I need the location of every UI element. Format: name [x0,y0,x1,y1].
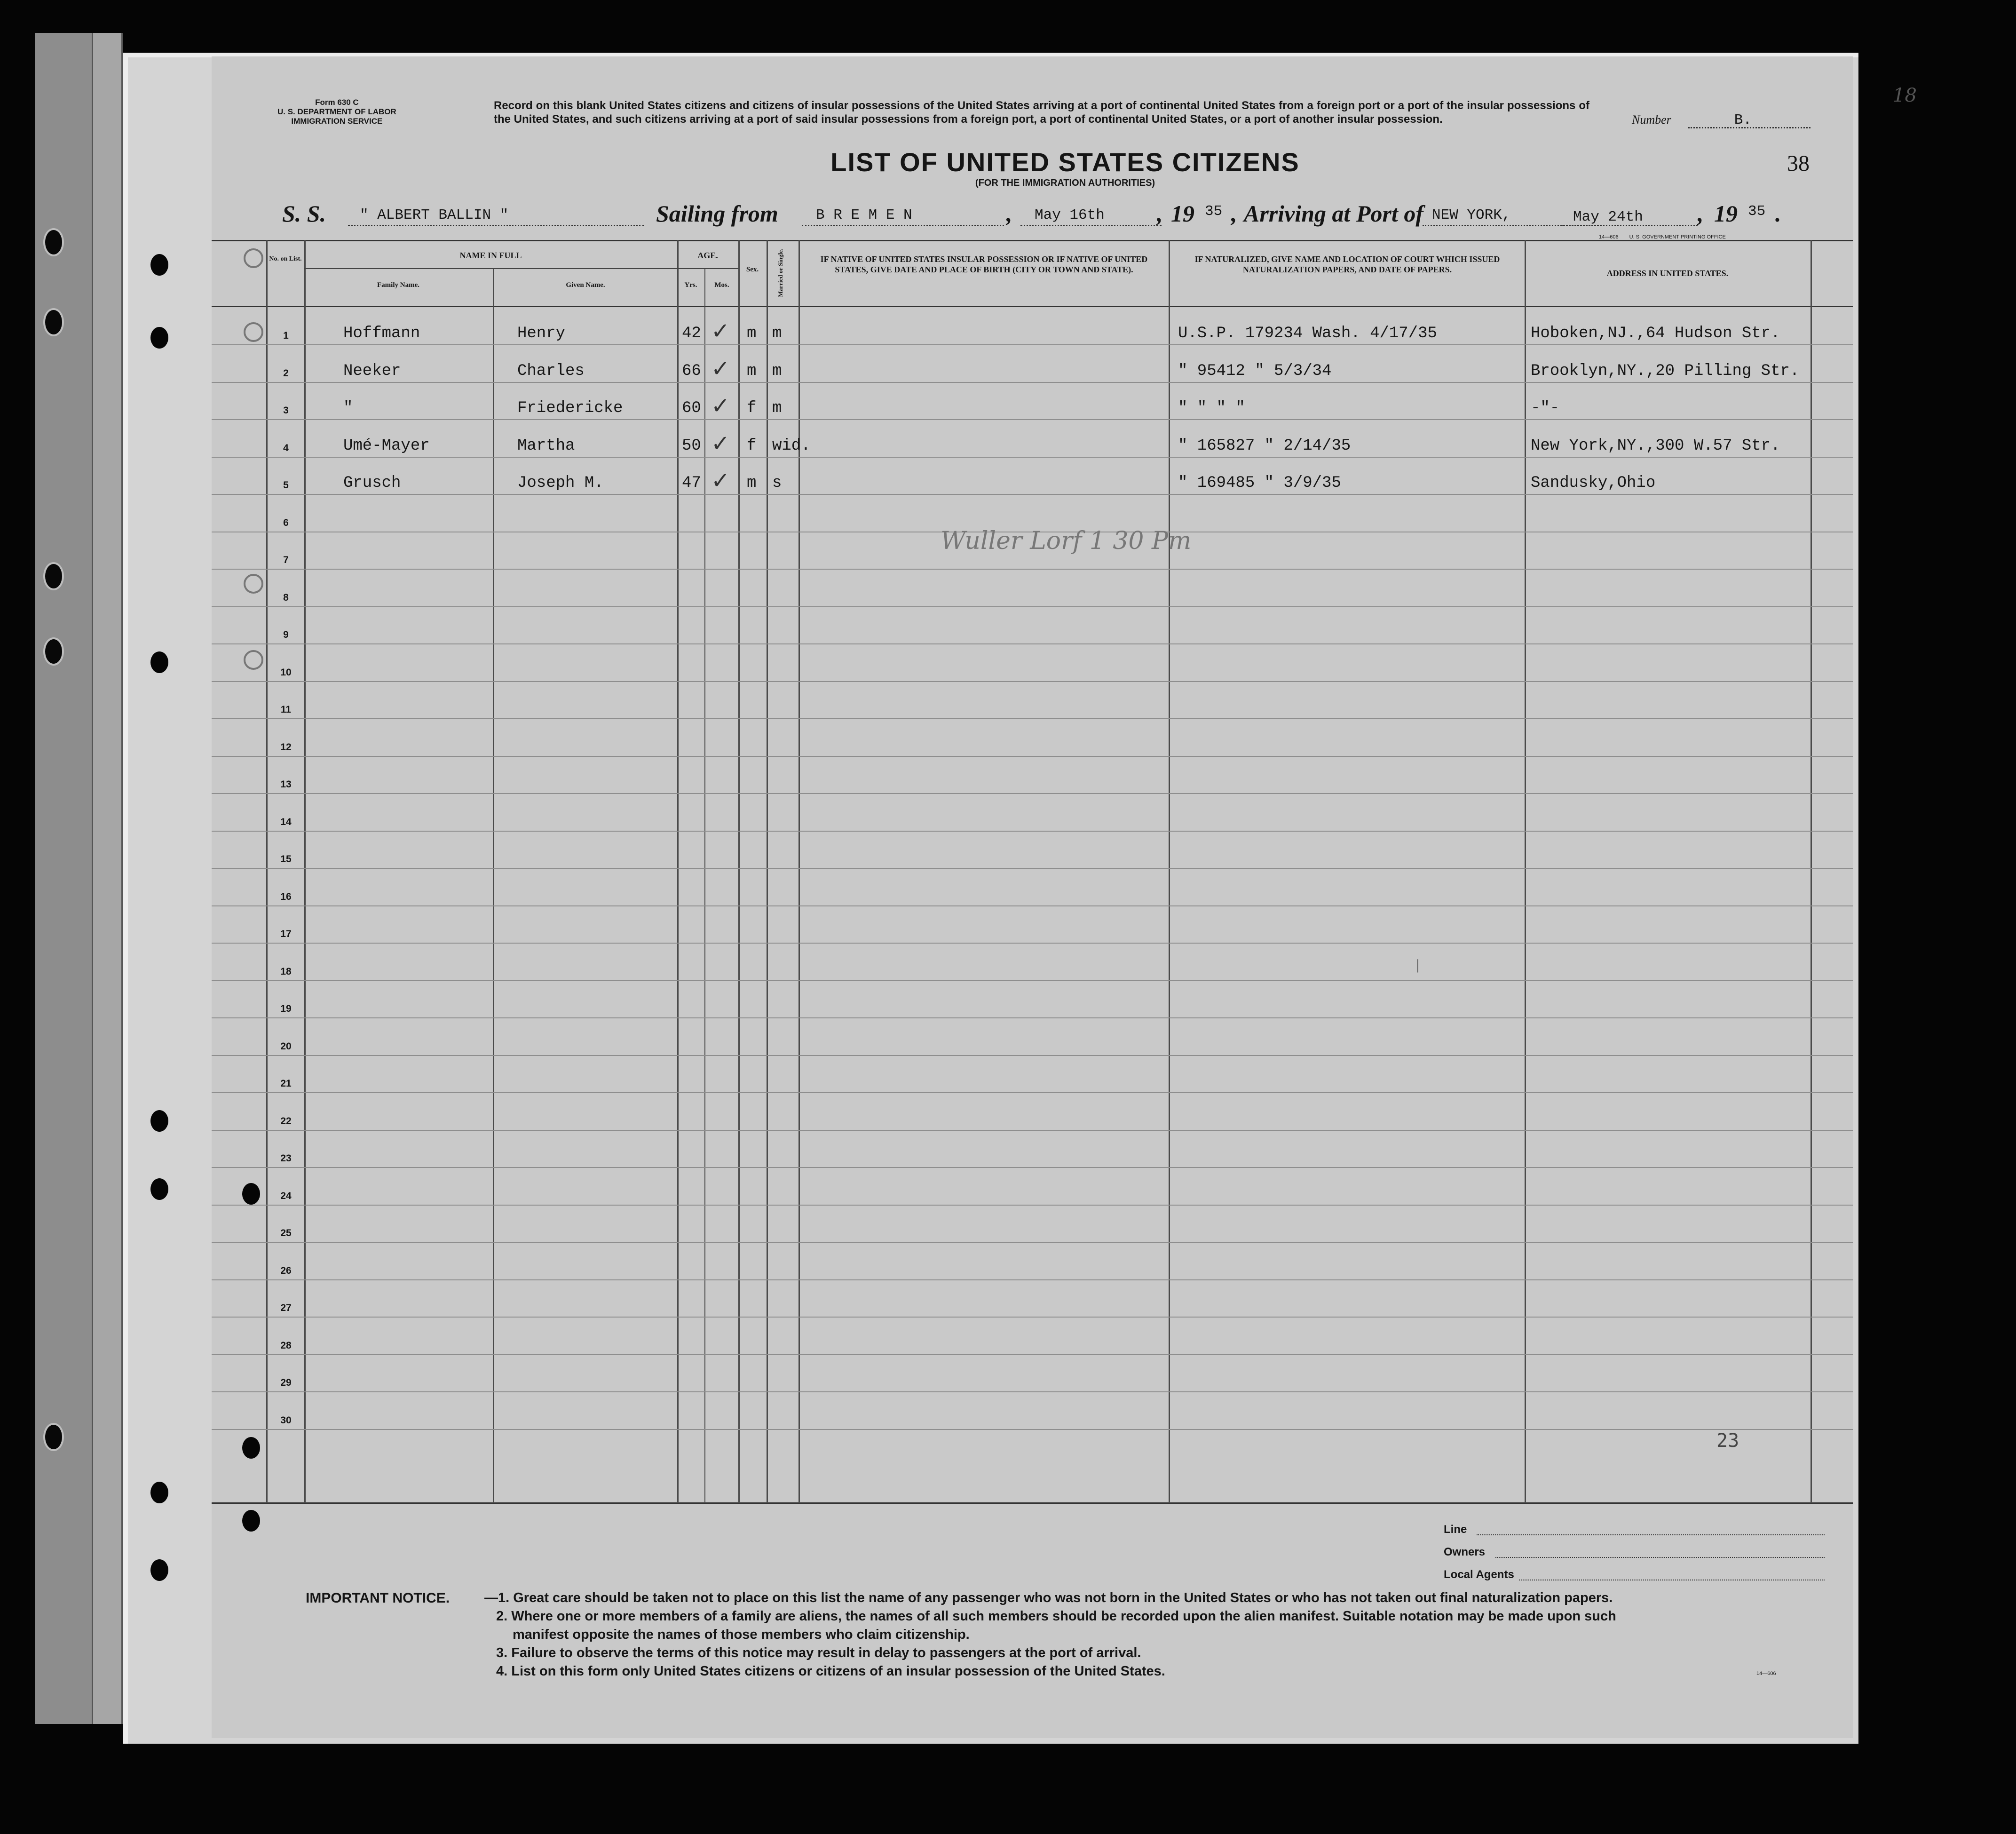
punch-ring [244,248,263,268]
punch-hole [150,1482,168,1503]
row-number: 20 [280,1041,292,1052]
header-native: IF NATIVE OF UNITED STATES INSULAR POSSESSION OR IF NATIVE OF UNITED STATES, GIVE DATE AND PLACE OF BIRTH (CITY OR TOWN AND STATE). [820,254,1148,274]
notice-heading: IMPORTANT NOTICE. [306,1590,450,1606]
row-number: 22 [280,1116,292,1127]
punch-hole [242,1183,260,1205]
notice-1: —1. Great care should be taken not to place on this list the name of any passenger who was not born in the United States or who has not taken out final naturalization papers. [484,1590,1613,1605]
married-cell: s [772,474,782,492]
row-number: 9 [283,629,289,640]
row-number: 25 [280,1228,292,1239]
family-name-cell: Umé-Mayer [343,437,430,455]
punch-hole [150,651,168,673]
check-mark-icon: ✓ [711,430,730,457]
form-number: Form 630 C [315,98,359,107]
header-mos: Mos. [714,281,729,289]
married-cell: m [772,362,782,380]
notice-2: 2. Where one or more members of a family are aliens, the names of all such members should be recorded upon the alien manifest. Suitable notation may be made upon such [496,1609,1616,1624]
given-name-cell: Friedericke [517,399,623,417]
depart-year-prefix: 19 [1171,200,1194,227]
row-number: 17 [280,929,292,939]
header-print-office: U. S. GOVERNMENT PRINTING OFFICE [1629,234,1726,240]
footer-print-code: 14—606 [1756,1671,1776,1676]
col-divider [266,240,268,1503]
number-value: B. [1734,112,1752,128]
arrive-date: May 24th [1573,209,1643,225]
row-number: 10 [280,667,292,678]
binder-hole [43,308,64,336]
arriving-label: Arriving at Port of [1244,200,1423,227]
punch-ring [244,574,263,594]
row-rule [212,905,1853,906]
header-print-code [1599,234,1726,240]
row-rule [212,1354,1853,1355]
punch-hole [242,1437,260,1459]
agents-label: Local Agents [1444,1568,1514,1581]
ship-name: " ALBERT BALLIN " [360,207,509,223]
form-id-block [277,98,396,126]
naturalization-cell: U.S.P. 179234 Wash. 4/17/35 [1178,325,1437,342]
header-sex: Sex. [746,266,759,273]
pencil-note: Wuller Lorf 1 30 Pm [941,527,1192,555]
depart-date: May 16th [1035,207,1105,223]
row-rule [212,718,1853,719]
row-number: 15 [280,854,292,865]
punch-hole [150,327,168,349]
row-rule [212,1279,1853,1280]
port-from: B R E M E N [816,207,912,223]
line-label: Line [1444,1523,1467,1536]
row-number: 26 [280,1265,292,1276]
header-yrs: Yrs. [684,281,697,289]
row-rule [212,1017,1853,1018]
address-cell: -"- [1531,399,1560,417]
row-number: 23 [280,1153,292,1164]
age-cell: 66 [682,362,701,380]
naturalization-cell: " " " " [1178,399,1245,417]
age-cell: 50 [682,437,701,455]
row-rule [212,494,1853,495]
margin-mark: 18 [1893,85,1917,106]
row-number: 4 [283,443,289,453]
punch-hole [150,1178,168,1200]
address-cell: Hoboken,NJ.,64 Hudson Str. [1531,325,1780,342]
page-subtitle: (FOR THE IMMIGRATION AUTHORITIES) [975,178,1155,188]
given-name-cell: Charles [517,362,585,380]
port-to: NEW YORK, [1432,207,1511,223]
col-divider [798,240,800,1503]
row-rule [212,457,1853,458]
age-cell: 42 [682,325,701,342]
row-rule [212,606,1853,607]
sailing-label: Sailing from [656,200,778,227]
row-rule [212,1092,1853,1093]
row-number: 2 [283,368,289,379]
row-number: 27 [280,1302,292,1313]
row-rule [212,1055,1853,1056]
binder-strip [92,33,123,1724]
row-rule [212,1242,1853,1243]
table-bottom-border [212,1502,1853,1504]
punch-ring [244,322,263,342]
row-number: 3 [283,405,289,416]
row-number: 12 [280,742,292,753]
number-label: Number [1632,113,1671,127]
owners-label: Owners [1444,1546,1486,1558]
row-number: 16 [280,891,292,902]
married-cell: m [772,399,782,417]
number-underline [1688,127,1810,128]
name-header-rule [304,268,677,269]
row-number: 11 [280,704,292,715]
address-cell: Brooklyn,NY.,20 Pilling Str. [1531,362,1800,380]
punch-hole [150,1110,168,1132]
naturalization-cell: " 95412 " 5/3/34 [1178,362,1332,380]
row-rule [212,831,1853,832]
check-mark-icon: ✓ [711,393,730,419]
ss-label: S. S. [282,200,326,227]
page-number: 38 [1787,151,1810,176]
row-rule [212,943,1853,944]
col-divider [493,268,494,1503]
col-divider [738,240,740,1503]
row-rule [212,419,1853,420]
header-name-in-full: NAME IN FULL [459,251,522,260]
binder-hole [43,228,64,256]
row-number: 30 [280,1415,292,1426]
notice-2-cont: manifest opposite the names of those members who claim citizenship. [513,1627,970,1642]
check-mark-icon: ✓ [711,318,730,344]
family-name-cell: Grusch [343,474,401,492]
row-number: 29 [280,1377,292,1388]
row-number: 14 [280,817,292,827]
given-name-cell: Martha [517,437,575,455]
arrive-year-prefix: 19 [1714,200,1738,227]
address-cell: New York,NY.,300 W.57 Str. [1531,437,1780,455]
arrive-date-underline [1561,225,1698,226]
check-mark-icon: ✓ [711,356,730,382]
given-name-cell: Henry [517,325,566,342]
header-married: Married or Single. [777,248,784,297]
header-print-code-number: 14—606 [1599,234,1619,240]
check-mark-icon: ✓ [711,468,730,494]
service: IMMIGRATION SERVICE [291,117,383,126]
row-number: 28 [280,1340,292,1351]
form-instructions: Record on this blank United States citizens and citizens of insular possessions of the United States arriving at a port of continental United States from a foreign port or a port of the insular possessions of the United States, and such citizens arriving at a port of said insular possessions from a foreign port, a port of continental United States, or a port of another insular possession. [494,99,1589,126]
header-given-name: Given Name. [566,281,605,289]
married-cell: wid. [772,437,811,455]
sex-cell: m [747,325,757,342]
row-rule [212,382,1853,383]
punch-hole [242,1510,260,1532]
line-underline [1477,1534,1825,1535]
page-title: LIST OF UNITED STATES CITIZENS [830,147,1300,177]
owners-underline [1495,1557,1825,1558]
row-rule [212,1391,1853,1392]
number-field [1632,112,1752,128]
age-cell: 60 [682,399,701,417]
row-rule [212,1429,1853,1430]
punch-hole [150,1559,168,1581]
row-rule [212,1167,1853,1168]
depart-date-underline [1020,225,1162,226]
row-number: 19 [280,1003,292,1014]
naturalization-cell: " 165827 " 2/14/35 [1178,437,1351,455]
header-address: ADDRESS IN UNITED STATES. [1606,269,1729,278]
row-rule [212,793,1853,794]
row-number: 18 [280,966,292,977]
row-rule [212,868,1853,869]
row-number: 5 [283,480,289,491]
col-divider [1525,240,1526,1503]
table-header-border [212,306,1853,307]
stamp-number: 23 [1716,1430,1739,1452]
row-rule [212,344,1853,345]
punch-hole [150,254,168,276]
row-number: 24 [280,1191,292,1201]
married-cell: m [772,325,782,342]
arrive-year: 35 [1748,203,1766,220]
row-rule [212,1317,1853,1318]
depart-year: 35 [1205,203,1223,220]
col-divider [677,240,679,1503]
binder-hole [43,1423,64,1451]
table-top-border [212,240,1853,241]
given-name-cell: Joseph M. [517,474,604,492]
col-divider [704,268,705,1503]
row-rule [212,1130,1853,1131]
header-no: No. on List. [269,255,302,262]
binder-hole [43,562,64,590]
row-number: 6 [283,517,289,528]
naturalization-cell: " 169485 " 3/9/35 [1178,474,1341,492]
row-number: 7 [283,555,289,565]
port-from-underline [802,225,1004,226]
notice-3: 3. Failure to observe the terms of this notice may result in delay to passengers at the port of arrival. [496,1645,1141,1660]
col-divider [1169,240,1170,1503]
family-name-cell: Neeker [343,362,401,380]
row-number: 1 [283,330,289,341]
row-rule [212,980,1853,981]
col-divider [767,240,768,1503]
ship-underline [348,225,644,226]
age-cell: 47 [682,474,701,492]
sex-cell: m [747,362,757,380]
sex-cell: f [747,437,757,455]
row-rule [212,756,1853,757]
header-naturalized: IF NATURALIZED, GIVE NAME AND LOCATION OF COURT WHICH ISSUED NATURALIZATION PAPERS, AND DATE OF PAPERS. [1194,254,1500,274]
punch-ring [244,650,263,670]
row-number: 21 [280,1078,292,1089]
address-cell: Sandusky,Ohio [1531,474,1656,492]
header-age: AGE. [697,251,718,260]
age-header-rule [677,268,738,269]
row-rule [212,569,1853,570]
row-rule [212,681,1853,682]
notice-4: 4. List on this form only United States citizens or citizens of an insular possession of the United States. [496,1664,1165,1679]
citizen-list-form: Form 630 C U. S. DEPARTMENT OF LABOR IMMIGRATION SERVICE Record on this blank United States citizens and citizens of insular possessions of the United States arriving at a port of continental United States from a foreign port or a port of the insular possessions of the United States, and such citizens arriving at a port of said insular possessions from a foreign port, a port of continental United States, or a port of another insular possession. Number B. 38 LIST OF UNITED STATES CITIZENS (FOR THE IMMIGRATION AUTHORITIES) S. S. " ALBERT BALLIN " Sailing from B R E M E N , May 16th , 19 35 , Arriving at Port of NEW YORK, May 24th , 19 35 . 14—606 U. S. GOVERNMENT PRINTING OFFICE No. on List. NAME IN FULL Family Name. Given Name. AGE. Yrs. Mos. Sex. Married or Single. IF NATIVE OF UNITED STATES INSULAR POSSESSION OR IF NATIVE OF UNITED STATES, GIVE DATE AND PLACE OF BIRTH (CITY OR TOWN AND STATE). IF NATURALIZED, GIVE NAME AND LOCATION OF COURT WHICH ISSUED NATURALIZATION PAPERS, AND DATE OF PAPERS. ADDRESS IN UNITED STATES. 1 2 3 4 5 6 7 8 9 10 11 12 13 14 15 16 17 18 19 20 21 22 23 24 25 26 27 28 29 30 Hoffmann Henry 42 m m U.S.P. 179234 Wash. 4/17/35 Hoboken,NJ.,64 Hudson Str. ✓ Neeker Charles 66 m m " 95412 " 5/3/34 Brooklyn,NY.,20 Pilling Str. ✓ " Friedericke 60 f m " " " " -"- ✓ Umé-Mayer Martha 50 f wid. " 165827 " 2/14/35 New York,NY.,300 W.57 Str. ✓ Grusch Joseph M. 47 m s " 169485 " 3/9/35 Sandusky,Ohio ✓ Wuller Lorf 1 30 Pm | 23 18 Line Owners Local Agents IMPORTANT NOTICE. —1. Great care should be taken not to place on this list the name of any passenger who was not born in the United States or who has not taken out final naturalization papers. 2. Where one or more members of a family are aliens, the names of all such members should be recorded upon the alien manifest. Suitable notation may be made upon such manifest opposite the names of those members who claim citizenship. 3. Failure to observe the terms of this notice may result in delay to passengers at the port of arrival. 4. List on this form only United States citizens or citizens of an insular possession of the United States. 14—606 [212,56,1853,1738]
row-rule [212,643,1853,644]
col-divider [304,240,306,1503]
row-number: 8 [283,592,289,603]
family-name-cell: Hoffmann [343,325,420,342]
header-family-name: Family Name. [377,281,419,289]
department: U. S. DEPARTMENT OF LABOR [277,107,396,116]
col-divider [1810,240,1812,1503]
binder-hole [43,637,64,666]
family-name-cell: " [343,399,353,417]
row-number: 13 [280,779,292,790]
sex-cell: f [747,399,757,417]
sex-cell: m [747,474,757,492]
row-rule [212,1205,1853,1206]
